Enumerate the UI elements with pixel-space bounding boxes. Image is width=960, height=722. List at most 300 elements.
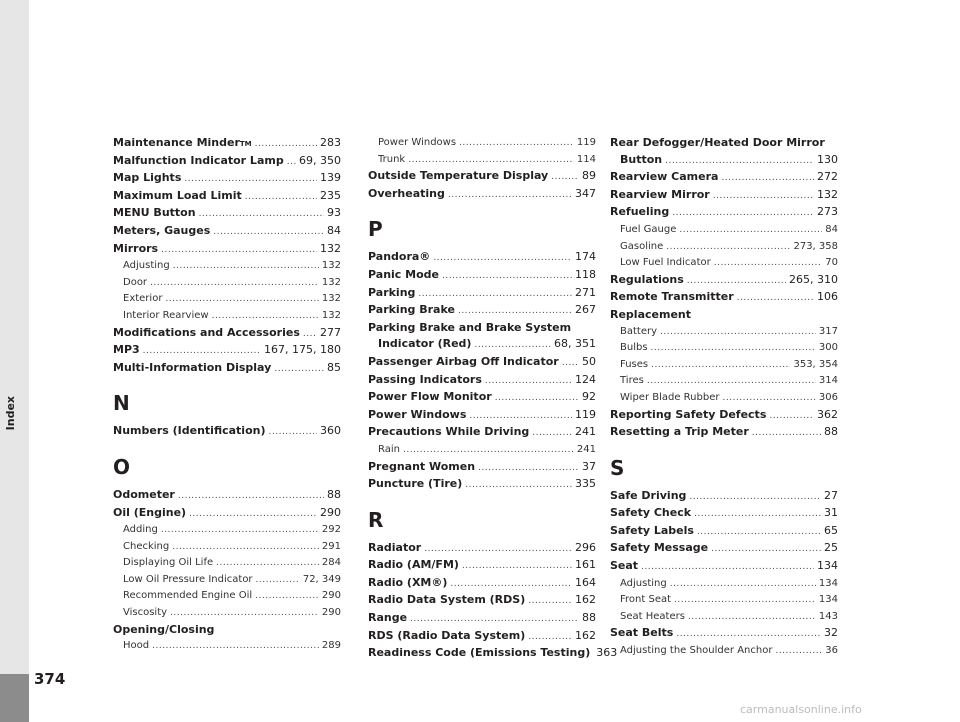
index-term: Exterior: [123, 293, 163, 305]
index-entry: [368, 249, 596, 267]
page-reference[interactable]: 114: [576, 153, 596, 165]
index-term: Meters, Gauges: [113, 223, 211, 237]
page-reference[interactable]: 167, 175, 180: [264, 343, 341, 357]
dot-leader: [178, 488, 324, 505]
page-reference[interactable]: 283: [320, 136, 341, 149]
side-tab: [0, 0, 29, 722]
dot-leader: [562, 355, 579, 372]
dot-leader: [697, 524, 821, 541]
index-term: Fuses: [620, 358, 649, 370]
index-subentry: [113, 638, 341, 655]
dot-leader: [172, 539, 319, 556]
dot-leader: [287, 154, 296, 171]
page-reference[interactable]: 89: [582, 169, 596, 183]
index-subentry: [368, 442, 596, 459]
side-tab-marker: [0, 674, 29, 722]
page-reference[interactable]: 162: [575, 628, 596, 642]
page-reference[interactable]: 132: [321, 293, 341, 305]
page-reference[interactable]: 69, 350: [299, 153, 341, 167]
index-column-1: [113, 135, 341, 655]
page-reference[interactable]: 36: [825, 645, 838, 657]
page-reference[interactable]: 174: [575, 250, 596, 264]
page-reference[interactable]: 272: [817, 170, 838, 184]
dot-leader: [450, 576, 572, 593]
dot-leader: [403, 442, 574, 459]
dot-leader: [676, 626, 821, 643]
page-reference[interactable]: 84: [327, 223, 341, 237]
index-letter-heading: P: [368, 217, 383, 242]
index-term: Map Lights: [113, 171, 182, 185]
page-reference[interactable]: 134: [817, 559, 838, 573]
page-reference[interactable]: 134: [818, 594, 838, 606]
index-term: Adjusting: [123, 260, 170, 272]
page-reference[interactable]: 347: [575, 186, 596, 200]
index-term: Pregnant Women: [368, 459, 476, 473]
index-term: Panic Mode: [368, 267, 439, 281]
dot-leader: [184, 171, 317, 188]
index-term: Maximum Load Limit: [113, 188, 242, 202]
dot-leader: [666, 239, 790, 256]
index-subentry: [113, 291, 341, 308]
dot-leader: [670, 576, 816, 593]
page-reference[interactable]: 335: [575, 477, 596, 491]
dot-leader: [474, 337, 551, 354]
dot-leader: [469, 408, 572, 425]
index-term: MENU Button: [113, 206, 196, 220]
page-reference[interactable]: 93: [327, 206, 341, 220]
index-column-3: [610, 135, 838, 660]
index-term: Displaying Oil Life: [123, 557, 214, 569]
index-entry: [113, 487, 341, 505]
page-reference[interactable]: 271: [575, 285, 596, 299]
page-reference[interactable]: 132: [320, 241, 341, 255]
page-reference[interactable]: 132: [817, 187, 838, 201]
dot-leader: [769, 408, 814, 425]
index-term: RDS (Radio Data System): [368, 628, 526, 642]
dot-leader: [143, 343, 261, 360]
dot-leader: [714, 255, 823, 272]
dot-leader: [255, 136, 317, 153]
page-reference[interactable]: 31: [824, 506, 838, 520]
index-subentry: [610, 373, 838, 390]
index-subentry: [610, 357, 838, 374]
index-term: Modifications and Accessories: [113, 325, 300, 339]
index-term: Front Seat: [620, 594, 672, 606]
index-term: Refueling: [610, 205, 670, 219]
index-term: Interior Rearview: [123, 309, 209, 321]
page-reference[interactable]: 273: [817, 205, 838, 219]
index-entry: [368, 336, 596, 354]
page-reference[interactable]: 132: [321, 309, 341, 321]
dot-leader: [459, 135, 574, 152]
page-reference[interactable]: 291: [321, 540, 341, 552]
page-reference[interactable]: 132: [321, 276, 341, 288]
index-letter-heading: O: [113, 454, 131, 479]
index-entry: [610, 523, 838, 541]
page-reference[interactable]: 353, 354: [793, 358, 838, 370]
index-entry: [610, 488, 838, 506]
index-term: Battery: [620, 325, 658, 337]
index-term: Rearview Camera: [610, 170, 719, 184]
dot-leader: [672, 205, 814, 222]
index-term: MP3: [113, 343, 140, 357]
index-entry: [113, 223, 341, 241]
page-reference[interactable]: 296: [575, 540, 596, 554]
index-term: Numbers (Identification): [113, 424, 266, 438]
index-subentry: [368, 135, 596, 152]
index-entry: [610, 289, 838, 307]
page-reference[interactable]: 68, 351: [554, 337, 596, 351]
index-entry: [368, 476, 596, 494]
dot-leader: [442, 268, 572, 285]
index-entry: [113, 360, 341, 378]
page-reference[interactable]: 85: [327, 360, 341, 374]
index-subentry: [113, 555, 341, 572]
index-term: Low Fuel Indicator: [620, 257, 711, 269]
page-reference[interactable]: 88: [824, 425, 838, 439]
index-term: Multi-Information Display: [113, 360, 272, 374]
index-term: Safe Driving: [610, 488, 687, 502]
index-subentry: [113, 522, 341, 539]
dot-leader: [173, 258, 319, 275]
dot-leader: [274, 361, 324, 378]
dot-leader: [256, 572, 300, 589]
dot-leader: [665, 153, 814, 170]
index-term: Wiper Blade Rubber: [620, 391, 720, 403]
index-term: Safety Message: [610, 541, 709, 555]
index-subentry: [610, 239, 838, 256]
dot-leader: [152, 638, 319, 655]
index-term: Overheating: [368, 186, 445, 200]
page-reference[interactable]: 267: [575, 303, 596, 317]
page-reference[interactable]: 289: [321, 640, 341, 652]
page-reference[interactable]: 118: [575, 267, 596, 281]
dot-leader: [410, 611, 579, 628]
index-term: Seat Belts: [610, 626, 674, 640]
index-entry: [113, 135, 341, 153]
page-reference[interactable]: 290: [320, 505, 341, 519]
index-entry: [113, 241, 341, 259]
dot-leader: [711, 541, 821, 558]
dot-leader: [150, 275, 319, 292]
page-reference[interactable]: 314: [818, 375, 838, 387]
index-entry: [368, 540, 596, 558]
index-subentry: [113, 539, 341, 556]
index-term: Hood: [123, 640, 150, 652]
dot-leader: [674, 592, 816, 609]
dot-leader: [478, 460, 579, 477]
page-reference[interactable]: 235: [320, 188, 341, 202]
page-reference[interactable]: 292: [321, 524, 341, 536]
dot-leader: [418, 286, 572, 303]
index-term: Adjusting the Shoulder Anchor: [620, 645, 773, 657]
index-term: Radio (AM/FM): [368, 558, 459, 572]
page-reference[interactable]: 164: [575, 575, 596, 589]
index-entry: [113, 153, 341, 171]
page-reference[interactable]: 306: [818, 391, 838, 403]
index-entry: [368, 628, 596, 646]
index-term: Outside Temperature Display: [368, 169, 549, 183]
index-term: Parking: [368, 285, 416, 299]
index-term: Reporting Safety Defects: [610, 407, 767, 421]
index-term: Passing Indicators: [368, 372, 482, 386]
dot-leader: [170, 605, 319, 622]
page-reference[interactable]: 70: [825, 257, 838, 269]
dot-leader: [689, 489, 821, 506]
page-reference[interactable]: 360: [320, 424, 341, 438]
index-entry-heading: Replacement: [610, 307, 691, 321]
dot-leader: [458, 303, 572, 320]
dot-leader: [495, 390, 579, 407]
dot-leader: [255, 588, 319, 605]
index-subentry: [610, 390, 838, 407]
index-entry: [113, 188, 341, 206]
index-term: Button: [620, 152, 663, 166]
index-term: Safety Check: [610, 506, 692, 520]
index-entry: [368, 267, 596, 285]
page-reference[interactable]: 265, 310: [789, 272, 838, 286]
index-entry: [610, 152, 838, 170]
page-reference[interactable]: 130: [817, 152, 838, 166]
page-reference[interactable]: 139: [320, 171, 341, 185]
page-reference[interactable]: 162: [575, 593, 596, 607]
index-subentry: [610, 592, 838, 609]
index-term: Adjusting: [620, 577, 667, 589]
footer-watermark: carmanualsonline.info: [740, 703, 862, 716]
page-reference[interactable]: 84: [825, 223, 838, 235]
dot-leader: [199, 206, 324, 223]
dot-leader: [721, 170, 814, 187]
dot-leader: [752, 425, 821, 442]
page-number: 374: [34, 670, 66, 688]
dot-leader: [713, 188, 814, 205]
page-reference[interactable]: 143: [818, 610, 838, 622]
index-term: Radio Data System (RDS): [368, 593, 526, 607]
page-reference[interactable]: 241: [576, 443, 596, 455]
index-term: Oil (Engine): [113, 505, 187, 519]
trademark-superscript: TM: [239, 140, 252, 148]
dot-leader: [688, 609, 816, 626]
index-entry: [368, 168, 596, 186]
index-term: Regulations: [610, 272, 684, 286]
side-tab-label: Index: [4, 396, 17, 431]
index-term: Viscosity: [123, 607, 168, 619]
page-reference[interactable]: 88: [582, 611, 596, 625]
dot-leader: [212, 308, 319, 325]
index-entry: [113, 205, 341, 223]
page-reference[interactable]: 27: [824, 488, 838, 502]
index-letter-heading: R: [368, 507, 384, 532]
index-subentry: [113, 588, 341, 605]
dot-leader: [303, 326, 317, 343]
index-entry: [368, 645, 618, 663]
page-reference[interactable]: 362: [817, 407, 838, 421]
page-reference[interactable]: 134: [818, 577, 838, 589]
page-reference[interactable]: 161: [575, 558, 596, 572]
index-term: Resetting a Trip Meter: [610, 425, 749, 439]
page-reference[interactable]: 124: [575, 372, 596, 386]
page-reference[interactable]: 132: [321, 260, 341, 272]
index-term: Power Flow Monitor: [368, 390, 492, 404]
index-term: Bulbs: [620, 342, 648, 354]
index-entry: [368, 424, 596, 442]
index-subentry: [610, 222, 838, 239]
index-column-2: [368, 135, 618, 663]
index-subentry: [113, 572, 341, 589]
dot-leader: [528, 629, 572, 646]
dot-leader: [722, 390, 815, 407]
dot-leader: [528, 593, 572, 610]
index-entry-heading: Parking Brake and Brake System: [368, 320, 572, 334]
dot-leader: [213, 224, 324, 241]
dot-leader: [245, 189, 317, 206]
dot-leader: [694, 506, 821, 523]
index-entry: [113, 505, 341, 523]
index-term: Safety Labels: [610, 523, 694, 537]
index-term: Range: [368, 611, 408, 625]
dot-leader: [408, 152, 574, 169]
index-entry: [113, 342, 341, 360]
dot-leader: [660, 324, 816, 341]
index-term: Maintenance Minder: [113, 136, 240, 149]
dot-leader: [462, 558, 572, 575]
index-subentry: [113, 258, 341, 275]
page-reference[interactable]: 72, 349: [302, 573, 341, 585]
dot-leader: [651, 357, 790, 374]
index-subentry: [610, 255, 838, 272]
page-reference[interactable]: 25: [824, 541, 838, 555]
index-term: Adding: [123, 524, 158, 536]
page-reference[interactable]: 32: [824, 626, 838, 640]
index-subentry: [113, 605, 341, 622]
index-entry: [113, 423, 341, 441]
dot-leader: [551, 169, 579, 186]
dot-leader: [424, 541, 572, 558]
dot-leader: [189, 506, 317, 523]
index-term: Passenger Airbag Off Indicator: [368, 354, 559, 368]
index-subentry: [113, 308, 341, 325]
dot-leader: [161, 522, 319, 539]
dot-leader: [687, 273, 786, 290]
page-reference[interactable]: 363: [596, 646, 618, 660]
dot-leader: [433, 250, 572, 267]
page-reference[interactable]: 65: [824, 523, 838, 537]
index-term: Recommended Engine Oil: [123, 590, 253, 602]
index-term: Precautions While Driving: [368, 425, 530, 439]
page-reference[interactable]: 277: [320, 325, 341, 339]
index-term: Seat Heaters: [620, 610, 685, 622]
index-letter-heading: N: [113, 391, 130, 416]
index-entry: [368, 354, 596, 372]
index-term: Tires: [620, 375, 644, 387]
dot-leader: [775, 643, 822, 660]
index-term: Radio (XM®): [368, 575, 448, 589]
index-entry: [610, 505, 838, 523]
index-entry: [610, 625, 838, 643]
index-entry: [368, 407, 596, 425]
index-entry: [368, 186, 596, 204]
page-reference[interactable]: 92: [582, 390, 596, 404]
dot-leader: [465, 477, 572, 494]
index-subentry: [368, 152, 596, 169]
index-entry: [368, 389, 596, 407]
index-subentry: [610, 643, 838, 660]
page-reference[interactable]: 37: [582, 459, 596, 473]
index-subentry: [610, 324, 838, 341]
index-entry: [368, 302, 596, 320]
page-reference[interactable]: 50: [582, 354, 596, 368]
index-entry: [610, 187, 838, 205]
index-entry: [368, 372, 596, 390]
index-term: Indicator (Red): [378, 337, 472, 351]
dot-leader: [647, 373, 816, 390]
index-term: Malfunction Indicator Lamp: [113, 153, 284, 167]
index-term: Remote Transmitter: [610, 290, 734, 304]
index-term: Rain: [378, 443, 400, 455]
page-reference[interactable]: 290: [321, 607, 341, 619]
page-reference[interactable]: 119: [576, 137, 596, 148]
index-term: Seat: [610, 559, 639, 573]
page-reference[interactable]: 88: [327, 487, 341, 501]
page-reference[interactable]: 241: [575, 425, 596, 439]
index-term: Pandora®: [368, 250, 431, 264]
index-term: Mirrors: [113, 241, 159, 255]
index-entry: [610, 558, 838, 576]
index-entry-heading: Rear Defogger/Heated Door Mirror: [610, 136, 825, 149]
index-entry: [368, 557, 596, 575]
dot-leader: [532, 425, 572, 442]
dot-leader: [216, 555, 319, 572]
index-subentry: [610, 340, 838, 357]
index-entry: [368, 459, 596, 477]
index-term: Fuel Gauge: [620, 223, 677, 235]
page-reference[interactable]: 300: [818, 342, 838, 354]
index-subentry: [610, 609, 838, 626]
page-reference[interactable]: 284: [321, 557, 341, 569]
page-reference[interactable]: 106: [817, 290, 838, 304]
index-term: Readiness Code (Emissions Testing): [368, 646, 591, 660]
dot-leader: [161, 242, 317, 259]
index-term: Odometer: [113, 487, 175, 501]
page-reference[interactable]: 119: [575, 407, 596, 421]
index-entry: [610, 204, 838, 222]
index-term: Checking: [123, 540, 170, 552]
index-term: Rearview Mirror: [610, 187, 710, 201]
dot-leader: [485, 373, 572, 390]
index-entry: [610, 169, 838, 187]
dot-leader: [269, 424, 318, 441]
index-entry: [368, 285, 596, 303]
index-letter-heading: S: [610, 455, 625, 480]
page-reference[interactable]: 273, 358: [793, 240, 838, 252]
index-subentry: [113, 275, 341, 292]
index-entry: [610, 540, 838, 558]
index-term: Power Windows: [378, 137, 457, 148]
index-entry: [113, 325, 341, 343]
dot-leader: [165, 291, 318, 308]
index-entry: [368, 592, 596, 610]
dot-leader: [651, 340, 816, 357]
page-reference[interactable]: 317: [818, 325, 838, 337]
index-entry: [113, 170, 341, 188]
dot-leader: [679, 222, 822, 239]
dot-leader: [448, 187, 572, 204]
index-entry: [610, 407, 838, 425]
page-reference[interactable]: 290: [321, 590, 341, 602]
dot-leader: [641, 559, 814, 576]
index-entry: [610, 424, 838, 442]
index-entry: [610, 272, 838, 290]
